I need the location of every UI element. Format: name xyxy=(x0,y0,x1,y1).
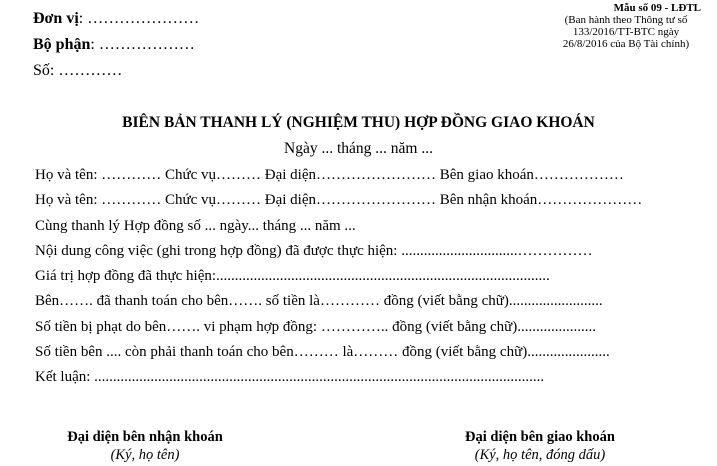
contract-value-line: Giá trị hợp đồng đã thực hiện:......................................................................................... xyxy=(35,268,550,285)
form-code: Mẫu số 09 - LĐTL xyxy=(613,2,701,14)
number-label: Số xyxy=(33,62,50,79)
paid-amount-line: Bên……. đã thanh toán cho bên……. số tiền là………… đồng (viết bằng chữ)......................... xyxy=(35,293,603,310)
penalty-line: Số tiền bị phạt do bên……. vi phạm hợp đồng: ………….. đồng (viết bằng chữ)..................... xyxy=(35,318,597,335)
unit-fill: : ………………… xyxy=(78,10,200,27)
signature-title-assigner: Đại diện bên giao khoán xyxy=(465,429,615,445)
form-code-box xyxy=(541,2,711,50)
work-content-line: Nội dung công việc (ghi trong hợp đồng) đã được thực hiện: ...............................…………… xyxy=(35,242,593,259)
department-row xyxy=(33,32,199,58)
signature-title-receiver: Đại diện bên nhận khoán xyxy=(67,429,223,445)
org-header xyxy=(33,6,199,84)
date-line: Ngày ... tháng ... năm ... xyxy=(284,140,433,157)
number-row xyxy=(33,58,199,84)
signature-block-receiver xyxy=(50,428,240,464)
form-body xyxy=(35,163,675,391)
form-issued-line-1: (Ban hành theo Thông tư số xyxy=(564,14,688,26)
remaining-payment-line: Số tiền bên .... còn phải thanh toán cho bên……… là……… đồng (viết bằng chữ)...................... xyxy=(35,344,610,361)
form-issued-line-3: 26/8/2016 của Bộ Tài chính) xyxy=(562,38,690,50)
department-label: Bộ phận xyxy=(33,36,91,53)
signature-block-assigner xyxy=(445,428,635,464)
party-b-line: Họ và tên: ………… Chức vụ……… Đại diện…………………… Bên nhận khoán………………… xyxy=(35,192,643,209)
form-issued-line-2: 133/2016/TT-BTC ngày xyxy=(572,26,680,38)
conclusion-line: Kết luận: ........................................................................................................................ xyxy=(35,369,545,386)
department-fill: : ……………… xyxy=(90,36,195,53)
party-a-line: Họ và tên: ………… Chức vụ……… Đại diện…………………… Bên giao khoán……………… xyxy=(35,167,624,183)
contract-ref-line: Cùng thanh lý Hợp đồng số ... ngày... tháng ... năm ... xyxy=(35,217,356,234)
document-title: BIÊN BẢN THANH LÝ (NGHIỆM THU) HỢP ĐỒNG GIAO KHOÁN xyxy=(122,114,595,131)
number-fill: : ………… xyxy=(49,62,123,79)
signature-note-assigner: (Ký, họ tên, đóng dấu) xyxy=(474,447,606,463)
signature-note-receiver: (Ký, họ tên) xyxy=(110,447,180,463)
unit-row xyxy=(33,6,199,32)
unit-label: Đơn vị xyxy=(33,10,79,27)
